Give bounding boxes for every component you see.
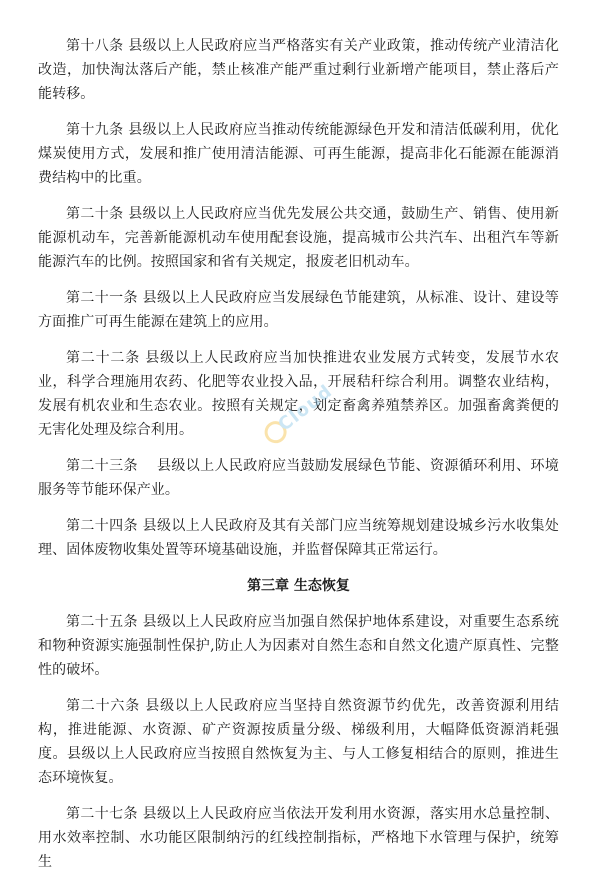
article-25 (38, 610, 559, 682)
article-number: 第二十三条 (66, 458, 138, 474)
article-text: 县级以上人民政府应当加强自然保护地体系建设，对重要生态系统和物种资源实施强制性保护,防止人为因素对自然生态和自然文化遗产原真性、完整性的破坏。 (38, 614, 559, 678)
article-24 (38, 514, 559, 562)
article-27 (38, 802, 559, 874)
article-number: 第十八条 (66, 38, 124, 54)
article-text: 县级以上人民政府应当坚持自然资源节约优先，改善资源利用结构，推进能源、水资源、矿产资源按质量分级、梯级利用，大幅降低资源消耗强度。县级以上人民政府应当按照自然恢复为主、与人工修复相结合的原则，推进生态环境恢复。 (38, 698, 559, 786)
article-text: 县级以上人民政府应当优先发展公共交通，鼓励生产、销售、使用新能源机动车，完善新能源机动车使用配套设施，提高城市公共汽车、出租汽车等新能源汽车的比例。按照国家和省有关规定，报废老旧机动车。 (38, 206, 559, 270)
article-number: 第二十五条 (66, 614, 138, 630)
article-23 (38, 454, 559, 502)
article-text: 县级以上人民政府应当鼓励发展绿色节能、资源循环利用、环境服务等节能环保产业。 (38, 458, 559, 498)
article-18 (38, 34, 559, 106)
article-22 (38, 346, 559, 442)
article-number: 第二十二条 (66, 350, 141, 366)
article-text: 县级以上人民政府应当严格落实有关产业政策，推动传统产业清洁化改造，加快淘汰落后产能，禁止核准产能严重过剩行业新增产能项目，禁止落后产能转移。 (38, 38, 559, 102)
article-number: 第二十四条 (66, 518, 138, 534)
watermark-text: Cloud (274, 380, 337, 436)
article-number: 第二十一条 (66, 290, 138, 306)
article-number: 第二十六条 (66, 698, 141, 714)
article-text: 县级以上人民政府及其有关部门应当统筹规划建设城乡污水收集处理、固体废物收集处置等环境基础设施，并监督保障其正常运行。 (38, 518, 559, 558)
article-number: 第二十条 (66, 206, 124, 222)
article-26 (38, 694, 559, 790)
article-number: 第二十七条 (66, 806, 138, 822)
article-text: 县级以上人民政府应当依法开发利用水资源，落实用水总量控制、用水效率控制、水功能区限制纳污的红线控制指标，严格地下水管理与保护，统筹生 (38, 806, 559, 870)
chapter-heading: 第三章 生态恢复 (247, 578, 350, 594)
article-text: 县级以上人民政府应当推动传统能源绿色开发和清洁低碳利用，优化煤炭使用方式，发展和推广使用清洁能源、可再生能源，提高非化石能源在能源消费结构中的比重。 (38, 122, 559, 186)
article-21 (38, 286, 559, 334)
article-19 (38, 118, 559, 190)
article-text: 县级以上人民政府应当发展绿色节能建筑，从标准、设计、建设等方面推广可再生能源在建筑上的应用。 (38, 290, 559, 330)
article-number: 第十九条 (66, 122, 124, 138)
article-text: 县级以上人民政府应当加快推进农业发展方式转变，发展节水农业，科学合理施用农药、化肥等农业投入品，开展秸秆综合利用。调整农业结构，发展有机农业和生态农业。按照有关规定，划定畜禽养殖禁养区。加强畜禽粪便的无害化处理及综合利用。 (38, 350, 559, 438)
article-20 (38, 202, 559, 274)
